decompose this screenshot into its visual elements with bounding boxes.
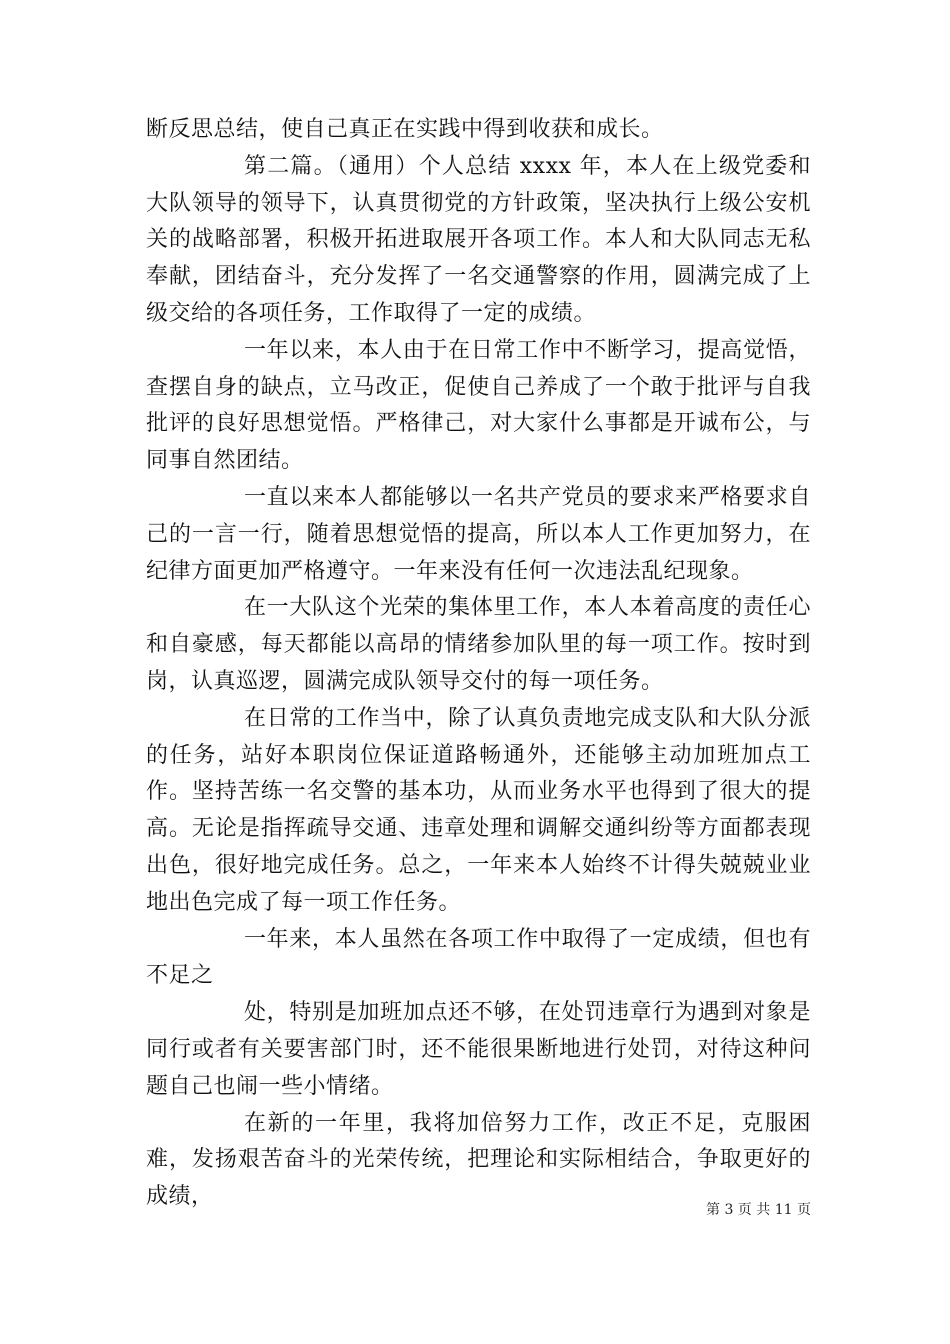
paragraph-shortcomings-detail: 处，特别是加班加点还不够，在处罚违章行为遇到对象是同行或者有关要害部门时，还不能很果断地进行处罚，对待这种问题自己也闹一些小情绪。: [146, 1000, 811, 1099]
page-number-footer: 第 3 页 共 11 页: [706, 1202, 811, 1218]
paragraph-party-discipline: 一直以来本人都能够以一名共产党员的要求来严格要求自己的一言一行，随着思想觉悟的提高，所以本人工作更加努力，在纪律方面更加严格遵守。一年来没有任何一次违法乱纪现象。: [146, 484, 811, 584]
paragraph-team-work: 在一大队这个光荣的集体里工作，本人本着高度的责任心和自豪感，每天都能以高昂的情绪参加队里的每一项工作。按时到岗，认真巡逻，圆满完成队领导交付的每一项任务。: [146, 595, 811, 694]
document-body: [146, 112, 811, 1216]
paragraph-shortcomings-start: 一年来，本人虽然在各项工作中取得了一定成绩，但也有不足之: [146, 926, 811, 989]
paragraph-second-article-intro: 第二篇。（通用）个人总结 xxxx 年，本人在上级党委和大队领导的领导下，认真贯彻党的方针政策，坚决执行上级公安机关的战略部署，积极开拓进取展开各项工作。本人和大队同志无私奉献，团结奋斗，充分发挥了一名交通警察的作用，圆满完成了上级交给的各项任务，工作取得了一定的成绩。: [146, 153, 811, 326]
paragraph-new-year-plan: 在新的一年里，我将加倍努力工作，改正不足，克服困难，发扬艰苦奋斗的光荣传统，把理论和实际相结合，争取更好的成绩，: [146, 1110, 811, 1210]
paragraph-continuation: 断反思总结，使自己真正在实践中得到收获和成长。: [146, 117, 664, 142]
paragraph-self-improvement: 一年以来，本人由于在日常工作中不断学习，提高觉悟，查摆自身的缺点，立马改正，促使自己养成了一个敢于批评与自我批评的良好思想觉悟。严格律己，对大家什么事都是开诚布公，与同事自然团结。: [146, 337, 811, 474]
paragraph-daily-work: 在日常的工作当中，除了认真负责地完成支队和大队分派的任务，站好本职岗位保证道路畅通外，还能够主动加班加点工作。坚持苦练一名交警的基本功，从而业务水平也得到了很大的提高。无论是指挥疏导交通、违章处理和调解交通纠纷等方面都表现出色，很好地完成任务。总之，一年来本人始终不计得失兢兢业业地出色完成了每一项工作任务。: [146, 705, 811, 915]
